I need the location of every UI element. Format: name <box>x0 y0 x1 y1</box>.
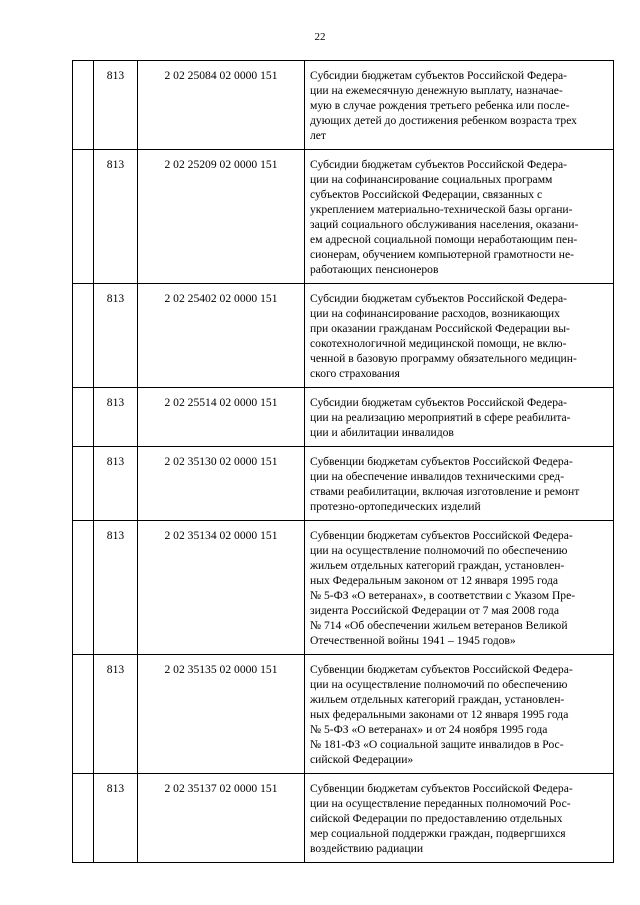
description-line: ского страхования <box>310 367 400 380</box>
admin-code-cell: 813 <box>94 61 138 150</box>
description-line: ствами реабилитации, включая изготовление и ремонт <box>310 485 580 498</box>
admin-code-cell: 813 <box>94 521 138 655</box>
description-line: ции на осуществление полномочий по обеспечению <box>310 544 568 557</box>
description-line: сокотехнологичной медицинской помощи, не вклю- <box>310 337 567 350</box>
description-line: № 714 «Об обеспечении жильем ветеранов Великой <box>310 619 568 632</box>
description-line: № 181-ФЗ «О социальной защите инвалидов в Рос- <box>310 738 564 751</box>
description-line: субъектов Российской Федерации, связанных с <box>310 188 543 201</box>
description-cell <box>305 521 614 655</box>
description-line: при оказании гражданам Российской Федерации вы- <box>310 322 570 335</box>
description-line: ции на ежемесячную денежную выплату, назначае- <box>310 84 563 97</box>
description-line: Субвенции бюджетам субъектов Российской Федера- <box>310 663 573 676</box>
description-line: укреплением материально-технической базы органи- <box>310 203 573 216</box>
table-row <box>73 447 614 521</box>
description-line: ции и абилитации инвалидов <box>310 426 454 439</box>
description-line: № 5-ФЗ «О ветеранах» и от 24 ноября 1995 года <box>310 723 548 736</box>
description-line: дующих детей до достижения ребенком возраста трех <box>310 114 577 127</box>
table-row <box>73 284 614 388</box>
admin-code-cell: 813 <box>94 655 138 774</box>
table-row <box>73 521 614 655</box>
description-line: Субсидии бюджетам субъектов Российской Федера- <box>310 292 567 305</box>
description-line: ции на обеспечение инвалидов техническими сред- <box>310 470 565 483</box>
budget-classification-table <box>72 60 614 863</box>
description-line: ции на софинансирование расходов, возникающих <box>310 307 560 320</box>
budget-code-cell: 2 02 35130 02 0000 151 <box>138 447 305 521</box>
description-line: ции на осуществление переданных полномочий Рос- <box>310 797 571 810</box>
description-cell <box>305 447 614 521</box>
description-line: Субсидии бюджетам субъектов Российской Федера- <box>310 396 567 409</box>
empty-cell <box>73 284 94 388</box>
description-cell <box>305 284 614 388</box>
page-number: 22 <box>314 31 326 43</box>
description-line: Субвенции бюджетам субъектов Российской Федера- <box>310 529 573 542</box>
admin-code-cell: 813 <box>94 447 138 521</box>
budget-code-cell: 2 02 35134 02 0000 151 <box>138 521 305 655</box>
description-line: сионерам, обучением компьютерной грамотности не- <box>310 248 575 261</box>
description-line: ченной в базовую программу обязательного медицин- <box>310 352 577 365</box>
budget-code-cell: 2 02 25402 02 0000 151 <box>138 284 305 388</box>
description-line: работающих пенсионеров <box>310 263 439 276</box>
description-line: лет <box>310 129 326 142</box>
empty-cell <box>73 774 94 863</box>
empty-cell <box>73 655 94 774</box>
table-row <box>73 150 614 284</box>
description-line: жильем отдельных категорий граждан, установлен- <box>310 693 565 706</box>
description-line: ции на осуществление полномочий по обеспечению <box>310 678 568 691</box>
table-row <box>73 61 614 150</box>
description-line: заций социального обслуживания населения, оказани- <box>310 218 579 231</box>
table-body <box>73 61 614 863</box>
description-cell <box>305 774 614 863</box>
empty-cell <box>73 388 94 447</box>
empty-cell <box>73 61 94 150</box>
table-row <box>73 774 614 863</box>
description-line: воздействию радиации <box>310 842 424 855</box>
admin-code-cell: 813 <box>94 150 138 284</box>
description-line: сийской Федерации по предоставлению отдельных <box>310 812 563 825</box>
description-line: Субвенции бюджетам субъектов Российской Федера- <box>310 455 573 468</box>
description-line: Отечественной войны 1941 – 1945 годов» <box>310 634 516 647</box>
budget-code-cell: 2 02 25084 02 0000 151 <box>138 61 305 150</box>
description-cell <box>305 388 614 447</box>
description-line: Субвенции бюджетам субъектов Российской Федера- <box>310 782 573 795</box>
description-line: зидента Российской Федерации от 7 мая 2008 года <box>310 604 559 617</box>
description-cell <box>305 150 614 284</box>
table-row <box>73 655 614 774</box>
table-row <box>73 388 614 447</box>
admin-code-cell: 813 <box>94 388 138 447</box>
description-line: мую в случае рождения третьего ребенка или после- <box>310 99 570 112</box>
description-line: жильем отдельных категорий граждан, установлен- <box>310 559 565 572</box>
budget-code-cell: 2 02 35135 02 0000 151 <box>138 655 305 774</box>
empty-cell <box>73 150 94 284</box>
description-line: ем адресной социальной помощи неработающим пен- <box>310 233 578 246</box>
admin-code-cell: 813 <box>94 284 138 388</box>
empty-cell <box>73 447 94 521</box>
budget-code-cell: 2 02 25514 02 0000 151 <box>138 388 305 447</box>
description-line: Субсидии бюджетам субъектов Российской Федера- <box>310 69 567 82</box>
description-line: сийской Федерации» <box>310 753 414 766</box>
description-line: мер социальной поддержки граждан, подвергшихся <box>310 827 566 840</box>
budget-code-cell: 2 02 25209 02 0000 151 <box>138 150 305 284</box>
description-line: протезно-ортопедических изделий <box>310 500 481 513</box>
admin-code-cell: 813 <box>94 774 138 863</box>
description-cell <box>305 655 614 774</box>
description-line: ных Федеральным законом от 12 января 1995 года <box>310 574 559 587</box>
description-line: ции на реализацию мероприятий в сфере реабилита- <box>310 411 571 424</box>
description-cell <box>305 61 614 150</box>
empty-cell <box>73 521 94 655</box>
budget-code-cell: 2 02 35137 02 0000 151 <box>138 774 305 863</box>
description-line: ции на софинансирование социальных программ <box>310 173 553 186</box>
description-line: ных федеральными законами от 12 января 1995 года <box>310 708 569 721</box>
description-line: Субсидии бюджетам субъектов Российской Федера- <box>310 158 567 171</box>
description-line: № 5-ФЗ «О ветеранах», в соответствии с Указом Пре- <box>310 589 576 602</box>
